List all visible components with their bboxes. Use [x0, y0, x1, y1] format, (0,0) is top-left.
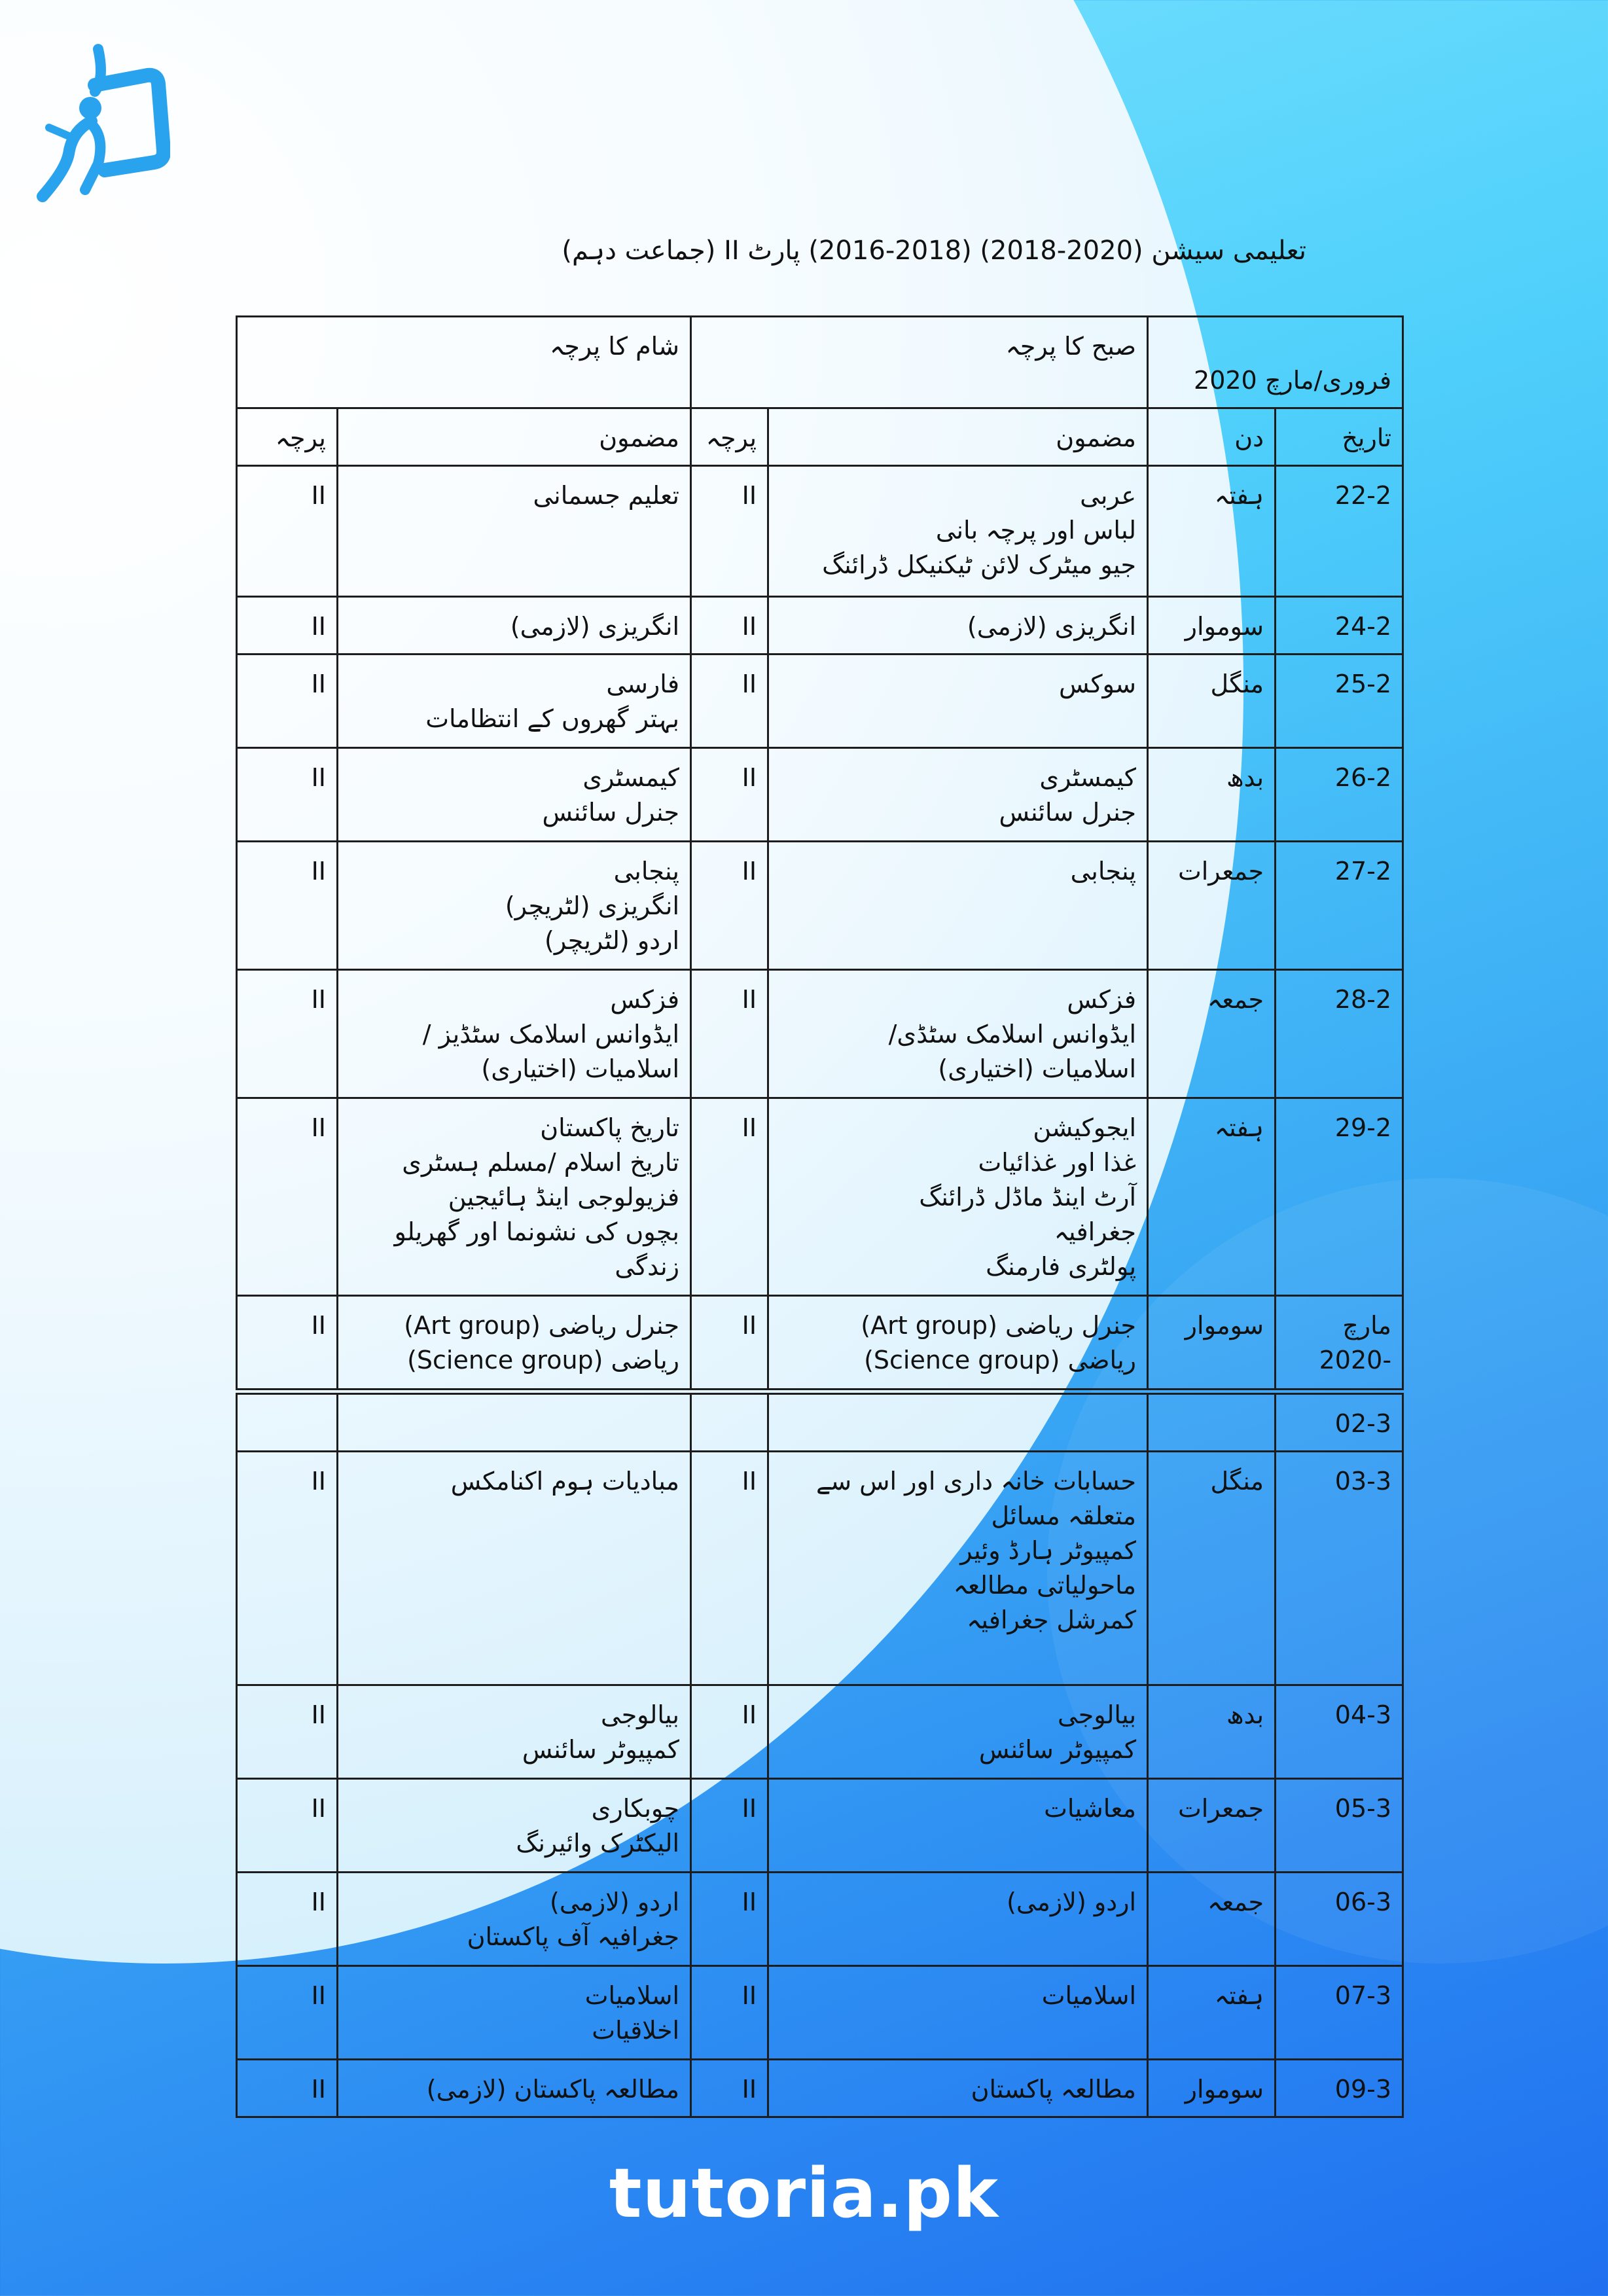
- evening-paper-cell-text: II: [311, 763, 327, 792]
- morning-subject-cell-line: مطالعہ پاکستان: [971, 2075, 1137, 2104]
- date-cell: [1276, 1685, 1403, 1779]
- header-evening: شام کا پرچہ: [237, 317, 691, 408]
- header-row-columns: [237, 408, 1403, 466]
- table-row: [237, 655, 1403, 748]
- morning-subject-cell: [768, 1098, 1148, 1296]
- day-cell: [1148, 1966, 1276, 2060]
- evening-subject-cell-line: کیمسٹری: [582, 763, 680, 792]
- morning-paper-cell-text: II: [741, 1794, 757, 1823]
- morning-paper-cell-text: II: [741, 1311, 757, 1340]
- day-cell-text: سوموار: [1185, 612, 1264, 641]
- morning-paper-cell: [691, 655, 768, 748]
- day-cell-text: بدھ: [1226, 1700, 1264, 1729]
- morning-paper-cell: [691, 1296, 768, 1390]
- morning-subject-cell-line: انگریزی (لازمی): [967, 612, 1137, 641]
- morning-paper-cell-text: II: [741, 1700, 757, 1729]
- morning-subject-cell-line: حسابات خانہ داری اور اس سے: [815, 1467, 1137, 1496]
- day-cell: [1148, 842, 1276, 970]
- evening-subject-cell-line: فارسی: [606, 670, 680, 698]
- morning-subject-cell-line: آرٹ اینڈ ماڈل ڈرائنگ: [919, 1183, 1137, 1211]
- evening-subject-cell: [338, 970, 691, 1098]
- table-row: [237, 748, 1403, 842]
- morning-subject-cell: [768, 655, 1148, 748]
- date-cell: [1276, 1873, 1403, 1966]
- date-cell: [1276, 1098, 1403, 1296]
- morning-subject-cell-line: پنجابی: [1070, 857, 1137, 886]
- morning-subject-cell: [768, 1296, 1148, 1390]
- date-cell-text: 09-3: [1334, 2075, 1392, 2104]
- morning-subject-cell: [768, 1452, 1148, 1685]
- evening-subject-cell: [338, 597, 691, 655]
- morning-paper-cell-text: II: [741, 2075, 757, 2104]
- table-row: [237, 1779, 1403, 1873]
- date-cell: [1276, 597, 1403, 655]
- footer-brand: tutoria.pk: [609, 2153, 999, 2233]
- morning-subject-cell-line: پولٹری فارمنگ: [986, 1252, 1137, 1281]
- evening-subject-cell-line: بہتر گھروں کے انتظامات: [425, 704, 680, 733]
- table-gap-cell: [237, 1390, 1403, 1394]
- date-cell-text: 25-2: [1334, 670, 1392, 698]
- page-title: تعلیمی سیشن (2020-2018) (2018-2016) پارٹ II (جماعت دہم): [562, 236, 1306, 266]
- date-cell-text: -2020: [1319, 1346, 1392, 1374]
- morning-paper-cell: [691, 2060, 768, 2117]
- evening-subject-cell: [338, 466, 691, 597]
- header-date-month: [1148, 317, 1403, 408]
- day-cell: [1148, 1296, 1276, 1390]
- morning-paper-cell: [691, 842, 768, 970]
- col-evening-subject: مضمون: [338, 408, 691, 466]
- date-cell-text: 28-2: [1334, 985, 1392, 1014]
- morning-subject-cell-line: ایڈوانس اسلامک سٹڈی/: [888, 1020, 1137, 1049]
- morning-subject-cell-line: اسلامیات (اختیاری): [938, 1054, 1137, 1083]
- day-cell: [1148, 748, 1276, 842]
- date-cell-text: 06-3: [1334, 1888, 1392, 1916]
- table-row: [237, 1966, 1403, 2060]
- day-cell-text: سوموار: [1185, 1311, 1264, 1340]
- date-cell: [1276, 655, 1403, 748]
- evening-subject-cell-line: تاریخ اسلام /مسلم ہسٹری: [402, 1148, 680, 1177]
- evening-paper-cell-text: II: [311, 1311, 327, 1340]
- morning-paper-cell: [691, 1452, 768, 1685]
- evening-subject-cell: [338, 1394, 691, 1452]
- morning-subject-cell-line: ماحولیاتی مطالعہ: [953, 1571, 1137, 1600]
- morning-subject-cell: [768, 1873, 1148, 1966]
- morning-paper-cell: [691, 970, 768, 1098]
- morning-subject-cell: [768, 970, 1148, 1098]
- tutoria-logo-icon: [33, 39, 170, 209]
- datesheet-table-container: [236, 315, 1402, 2118]
- morning-subject-cell: [768, 1779, 1148, 1873]
- header-row-sessions: [237, 317, 1403, 408]
- morning-subject-cell-line: جنرل ریاضی (Art group): [861, 1311, 1137, 1340]
- morning-paper-cell: [691, 1779, 768, 1873]
- evening-paper-cell: [237, 1296, 338, 1390]
- datesheet-table: [236, 315, 1404, 2118]
- morning-paper-cell-text: II: [741, 670, 757, 698]
- evening-paper-cell-text: II: [311, 670, 327, 698]
- day-cell-text: جمعہ: [1207, 985, 1264, 1014]
- morning-subject-cell-line: اردو (لازمی): [1007, 1888, 1137, 1916]
- day-cell: [1148, 2060, 1276, 2117]
- morning-subject-cell-line: بیالوجی: [1058, 1700, 1137, 1729]
- day-cell-text: بدھ: [1226, 763, 1264, 792]
- date-cell-text: 05-3: [1334, 1794, 1392, 1823]
- evening-paper-cell-text: II: [311, 2075, 327, 2104]
- evening-subject-cell-line: اردو (لازمی): [550, 1888, 680, 1916]
- evening-subject-cell-line: فزکس: [610, 985, 680, 1014]
- header-month-label: فروری/مارچ 2020: [1194, 366, 1392, 395]
- table-row: [237, 1685, 1403, 1779]
- evening-subject-cell-line: الیکٹرک وائیرنگ: [516, 1829, 680, 1857]
- evening-subject-cell-line: اردو (لٹریچر): [545, 926, 680, 955]
- date-cell: [1276, 1296, 1403, 1390]
- evening-subject-cell-line: جغرافیہ آف پاکستان: [467, 1922, 680, 1951]
- evening-paper-cell-text: II: [311, 1467, 327, 1496]
- date-cell: [1276, 1779, 1403, 1873]
- col-morning-paper: پرچہ: [691, 408, 768, 466]
- morning-subject-cell-line: جنرل سائنس: [999, 798, 1137, 827]
- evening-subject-cell-line: زندگی: [615, 1252, 680, 1281]
- morning-paper-cell: [691, 597, 768, 655]
- evening-subject-cell-line: فزیولوجی اینڈ ہائیجین: [448, 1183, 680, 1211]
- evening-subject-cell-line: ایڈوانس اسلامک سٹڈیز /: [422, 1020, 680, 1049]
- morning-subject-cell: [768, 1685, 1148, 1779]
- date-cell-text: 26-2: [1334, 763, 1392, 792]
- day-cell-text: ہفتہ: [1214, 1113, 1264, 1142]
- morning-paper-cell-text: II: [741, 763, 757, 792]
- evening-subject-cell-line: مطالعہ پاکستان (لازمی): [426, 2075, 680, 2104]
- morning-subject-cell-line: معاشیات: [1044, 1794, 1137, 1823]
- evening-subject-cell-line: مبادیات ہوم اکنامکس: [450, 1467, 680, 1496]
- morning-subject-cell: [768, 1394, 1148, 1452]
- table-row: [237, 597, 1403, 655]
- date-cell-text: مارچ: [1342, 1311, 1392, 1340]
- morning-paper-cell-text: II: [741, 1113, 757, 1142]
- day-cell-text: جمعرات: [1177, 1794, 1264, 1823]
- day-cell-text: منگل: [1210, 670, 1264, 698]
- morning-paper-cell-text: II: [741, 612, 757, 641]
- day-cell: [1148, 1873, 1276, 1966]
- evening-subject-cell-line: تاریخ پاکستان: [540, 1113, 680, 1142]
- evening-paper-cell: [237, 1873, 338, 1966]
- evening-subject-cell-line: اسلامیات: [584, 1981, 680, 2010]
- morning-subject-cell: [768, 842, 1148, 970]
- date-cell: [1276, 1452, 1403, 1685]
- evening-subject-cell: [338, 1966, 691, 2060]
- evening-subject-cell: [338, 2060, 691, 2117]
- morning-subject-cell-line: فزکس: [1067, 985, 1137, 1014]
- morning-subject-cell-line: لباس اور پرچہ بانی: [935, 516, 1137, 545]
- evening-paper-cell: [237, 597, 338, 655]
- table-row: [237, 1098, 1403, 1296]
- date-cell-text: 29-2: [1334, 1113, 1392, 1142]
- morning-subject-cell-line: ایجوکیشن: [1033, 1113, 1137, 1142]
- col-day: دن: [1148, 408, 1276, 466]
- morning-subject-cell: [768, 1966, 1148, 2060]
- table-row: [237, 466, 1403, 597]
- evening-paper-cell: [237, 842, 338, 970]
- table-row: [237, 842, 1403, 970]
- evening-subject-cell: [338, 655, 691, 748]
- day-cell: [1148, 1394, 1276, 1452]
- morning-paper-cell: [691, 748, 768, 842]
- evening-subject-cell-line: بچوں کی نشونما اور گھریلو: [394, 1217, 680, 1246]
- evening-subject-cell-line: انگریزی (لازمی): [510, 612, 680, 641]
- morning-paper-cell-text: II: [741, 1981, 757, 2010]
- table-row: [237, 1452, 1403, 1685]
- date-cell: [1276, 466, 1403, 597]
- morning-paper-cell: [691, 1685, 768, 1779]
- evening-paper-cell: [237, 970, 338, 1098]
- evening-paper-cell: [237, 1394, 338, 1452]
- day-cell: [1148, 655, 1276, 748]
- morning-subject-cell-line: جغرافیہ: [1054, 1217, 1137, 1246]
- morning-paper-cell-text: II: [741, 857, 757, 886]
- evening-paper-cell-text: II: [311, 481, 327, 510]
- date-cell-text: 22-2: [1334, 481, 1392, 510]
- morning-paper-cell: [691, 1966, 768, 2060]
- evening-paper-cell: [237, 2060, 338, 2117]
- evening-subject-cell: [338, 1296, 691, 1390]
- evening-subject-cell-line: انگریزی (لٹریچر): [505, 891, 680, 920]
- date-cell-text: 07-3: [1334, 1981, 1392, 2010]
- evening-paper-cell-text: II: [311, 612, 327, 641]
- morning-subject-cell-line: کیمسٹری: [1039, 763, 1137, 792]
- morning-paper-cell: [691, 1394, 768, 1452]
- evening-subject-cell: [338, 1685, 691, 1779]
- morning-subject-cell-line: کمپیوٹر سائنس: [978, 1735, 1137, 1764]
- evening-paper-cell: [237, 1779, 338, 1873]
- date-cell: [1276, 1966, 1403, 2060]
- evening-subject-cell: [338, 1873, 691, 1966]
- morning-subject-cell-line: جیو میٹرک لائن ٹیکنیکل ڈرائنگ: [822, 550, 1137, 579]
- evening-subject-cell-line: اخلاقیات: [592, 2016, 680, 2045]
- table-row: [237, 1394, 1403, 1452]
- table-row: [237, 970, 1403, 1098]
- evening-paper-cell: [237, 466, 338, 597]
- day-cell-text: ہفتہ: [1214, 481, 1264, 510]
- col-morning-subject: مضمون: [768, 408, 1148, 466]
- evening-subject-cell: [338, 842, 691, 970]
- col-evening-paper: پرچہ: [237, 408, 338, 466]
- evening-subject-cell-line: تعلیم جسمانی: [533, 481, 680, 510]
- day-cell-text: منگل: [1210, 1467, 1264, 1496]
- evening-paper-cell-text: II: [311, 985, 327, 1014]
- evening-subject-cell-line: کمپیوٹر سائنس: [522, 1735, 680, 1764]
- morning-paper-cell: [691, 466, 768, 597]
- evening-subject-cell-line: پنجابی: [613, 857, 680, 886]
- date-cell-text: 02-3: [1334, 1409, 1392, 1438]
- day-cell: [1148, 597, 1276, 655]
- morning-subject-cell-line: کمرشل جغرافیہ: [967, 1605, 1137, 1634]
- day-cell-text: جمعہ: [1207, 1888, 1264, 1916]
- evening-subject-cell-line: چوبکاری: [591, 1794, 680, 1823]
- evening-paper-cell-text: II: [311, 857, 327, 886]
- evening-paper-cell-text: II: [311, 1888, 327, 1916]
- day-cell: [1148, 1685, 1276, 1779]
- header-morning: صبح کا پرچہ: [691, 317, 1148, 408]
- morning-subject-cell: [768, 597, 1148, 655]
- morning-paper-cell-text: II: [741, 1467, 757, 1496]
- morning-subject-cell: [768, 466, 1148, 597]
- day-cell: [1148, 1098, 1276, 1296]
- day-cell: [1148, 970, 1276, 1098]
- evening-subject-cell-line: جنرل سائنس: [542, 798, 680, 827]
- evening-paper-cell: [237, 1966, 338, 2060]
- date-cell: [1276, 1394, 1403, 1452]
- evening-subject-cell-line: بیالوجی: [601, 1700, 680, 1729]
- morning-paper-cell: [691, 1098, 768, 1296]
- day-cell-text: ہفتہ: [1214, 1981, 1264, 2010]
- evening-subject-cell: [338, 1098, 691, 1296]
- evening-subject-cell: [338, 1779, 691, 1873]
- table-row: [237, 1873, 1403, 1966]
- morning-subject-cell-line: کمپیوٹر ہارڈ وئیر: [960, 1536, 1137, 1565]
- table-row: [237, 1296, 1403, 1390]
- date-cell: [1276, 748, 1403, 842]
- morning-paper-cell-text: II: [741, 985, 757, 1014]
- date-cell-text: 24-2: [1334, 612, 1392, 641]
- evening-paper-cell: [237, 1098, 338, 1296]
- morning-subject-cell-line: عربی: [1080, 481, 1137, 510]
- day-cell: [1148, 466, 1276, 597]
- date-cell: [1276, 970, 1403, 1098]
- evening-paper-cell: [237, 655, 338, 748]
- date-cell: [1276, 2060, 1403, 2117]
- morning-subject-cell: [768, 2060, 1148, 2117]
- evening-paper-cell-text: II: [311, 1113, 327, 1142]
- morning-subject-cell: [768, 748, 1148, 842]
- day-cell-text: سوموار: [1185, 2075, 1264, 2104]
- morning-paper-cell-text: II: [741, 1888, 757, 1916]
- date-cell-text: 03-3: [1334, 1467, 1392, 1496]
- morning-paper-cell: [691, 1873, 768, 1966]
- morning-subject-cell-line: اسلامیات: [1041, 1981, 1137, 2010]
- evening-subject-cell: [338, 748, 691, 842]
- evening-paper-cell-text: II: [311, 1981, 327, 2010]
- morning-subject-cell-line: غذا اور غذائیات: [978, 1148, 1137, 1177]
- evening-subject-cell-line: جنرل ریاضی (Art group): [404, 1311, 680, 1340]
- evening-paper-cell: [237, 748, 338, 842]
- morning-subject-cell-line: سوکس: [1059, 670, 1137, 698]
- evening-paper-cell: [237, 1452, 338, 1685]
- evening-paper-cell: [237, 1685, 338, 1779]
- day-cell-text: جمعرات: [1177, 857, 1264, 886]
- day-cell: [1148, 1452, 1276, 1685]
- evening-subject-cell-line: اسلامیات (اختیاری): [481, 1054, 680, 1083]
- morning-subject-cell-line: متعلقہ مسائل: [991, 1501, 1137, 1530]
- table-row: [237, 2060, 1403, 2117]
- evening-paper-cell-text: II: [311, 1700, 327, 1729]
- date-cell-text: 27-2: [1334, 857, 1392, 886]
- day-cell: [1148, 1779, 1276, 1873]
- evening-subject-cell: [338, 1452, 691, 1685]
- table-gap-row: [237, 1390, 1403, 1394]
- morning-subject-cell-line: ریاضی (Science group): [864, 1346, 1137, 1374]
- evening-paper-cell-text: II: [311, 1794, 327, 1823]
- evening-subject-cell-line: ریاضی (Science group): [407, 1346, 680, 1374]
- date-cell: [1276, 842, 1403, 970]
- col-date: تاریخ: [1276, 408, 1403, 466]
- morning-paper-cell-text: II: [741, 481, 757, 510]
- date-cell-text: 04-3: [1334, 1700, 1392, 1729]
